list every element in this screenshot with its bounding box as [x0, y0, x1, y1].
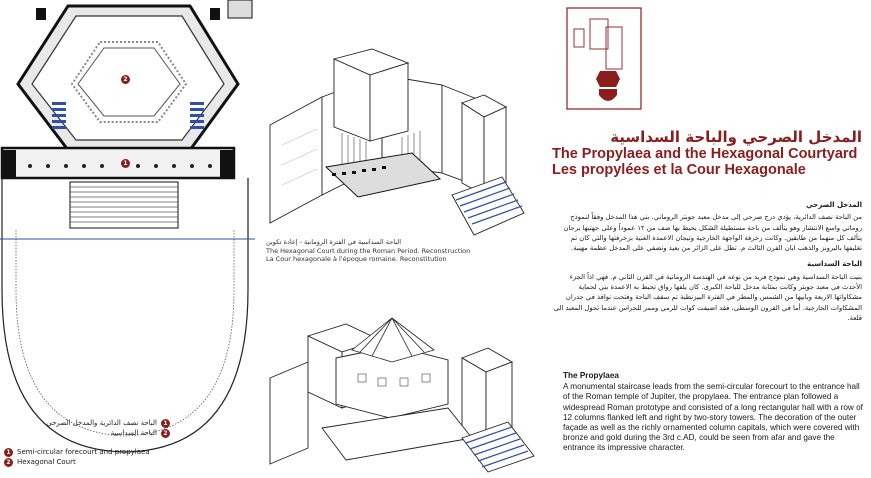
locator-map: [566, 7, 642, 110]
caption-english: The Hexagonal Court during the Roman Period. Reconstruction: [266, 246, 471, 255]
arabic-text-block: [552, 200, 862, 329]
legend-en-badge-2: 2: [4, 458, 13, 467]
legend-en-label-1: Semi-circular forecourt and propylaea: [17, 448, 150, 456]
titles-block: [552, 128, 862, 178]
isometric-covered-court-drawing: [262, 288, 547, 473]
reconstruction-caption: [266, 238, 526, 264]
plan-badge-1: 1: [121, 159, 130, 168]
legend-ar-row-2: [30, 428, 170, 438]
plan-legend-english: [4, 447, 204, 467]
isometric-covered-court: [262, 288, 547, 473]
monumental-staircase: [70, 182, 178, 228]
arabic-paragraph-propylaea: من الباحة نصف الدائرية، يؤدي درج صرحي إلى مدخل معبد جوبتر الروماني. بني هذا المدخل وفقاً لنموذج روماني واسع الانتشار وهو يتألف من باحة مستطيلة الشكل يحيط بها صف من ١٢ عموداً وعلى جهتيها برجان يتألف كل منهما من طابقين. وكانت زخرفة الواجهة الخارجية وتيجان الاعمدة الغنية بزخرفتها والتي كان تم تغليفها بالبرونز والذهب ابان القرن الثالث م. تطل على الزائر من بعيد وتضفي على المدخل عظمة مهيبة.: [563, 213, 862, 253]
legend-ar-row-1: [30, 418, 170, 428]
arabic-heading-hexagonal-court: الباحة السداسية: [807, 260, 862, 269]
caption-french: La Cour hexagonale à l'époque romaine. Reconstitution: [266, 255, 447, 263]
title-french: Les propylées et la Cour Hexagonale: [552, 162, 806, 178]
legend-ar-label-1: الباحة نصف الدائرية والمدخل الصرحي: [46, 419, 157, 427]
niche-ne: [36, 8, 46, 20]
niche-nw: [210, 8, 220, 20]
arabic-heading-propylaea: المدخل الصرحي: [806, 201, 862, 209]
title-arabic: المدخل الصرحي والباحة السداسية: [610, 128, 862, 146]
floor-plan: [0, 0, 255, 478]
tower-right: [220, 150, 234, 178]
locator-map-drawing: [566, 7, 642, 110]
english-paragraph: A monumental staircase leads from the semi-circular forecourt to the entrance hall of the Roman temple of Jupiter, the propylaea. The entrance plan followed a widespread Roman prototype and consisted of a long rectangular hall with a row of 12 columns flanked left and right by two-story towers. The decoration of the outer façade as well as the richly ornamented column capitals, which were covered with bronze and gold during the 3rd c.AD, could be seen from afar and gave the entrance its impressive character.: [563, 382, 863, 453]
english-text-block: [563, 371, 863, 454]
isometric-roman-court: [262, 45, 527, 245]
floor-plan-drawing: [0, 0, 255, 478]
legend-en-badge-1: 1: [4, 448, 13, 457]
plan-badge-2: 2: [121, 75, 130, 84]
tower-left: [2, 150, 16, 178]
arabic-paragraph-hexagonal-court: بنيت الباحة السداسية وهي نموذج فريد من نوعه في الهندسة الرومانية في القرن الثاني م. فهي اذاً الجزء الأحدث في معبد جوبتر وكانت بمثابة مدخل للباحة الكبرى. كان يلفها رواق تحيط به الاعمدة بني لحماية مشكاواتها الاربعة وبابيها من الشمس والمطر في الفترة البيزنطية تم سقف الباحة وفتحت نوافذ في جدران المشكاوات الخارجية. أما في القرون الوسطى، فقد اضيفت كوات للرمي وممر للحراس عندما تحول المعبد الى قلعة.: [553, 272, 862, 322]
legend-en-row-1: [4, 447, 204, 457]
legend-ar-badge-2: 2: [161, 429, 170, 438]
plan-legend-arabic: [30, 418, 170, 438]
propylaea-hall: [2, 148, 234, 178]
title-english: The Propylaea and the Hexagonal Courtyard: [552, 146, 858, 162]
adjacent-wall: [228, 0, 252, 18]
legend-en-row-2: [4, 457, 204, 467]
legend-ar-label-2: الباحة السداسية: [110, 429, 157, 437]
isometric-roman-court-drawing: [262, 45, 527, 245]
legend-ar-badge-1: 1: [161, 419, 170, 428]
english-heading: The Propylaea: [563, 371, 619, 380]
legend-en-label-2: Hexagonal Court: [17, 458, 76, 466]
caption-arabic: الباحة السداسية في الفترة الرومانية - إعادة تكوين: [266, 238, 401, 246]
forecourt-colonnade: [16, 230, 234, 436]
